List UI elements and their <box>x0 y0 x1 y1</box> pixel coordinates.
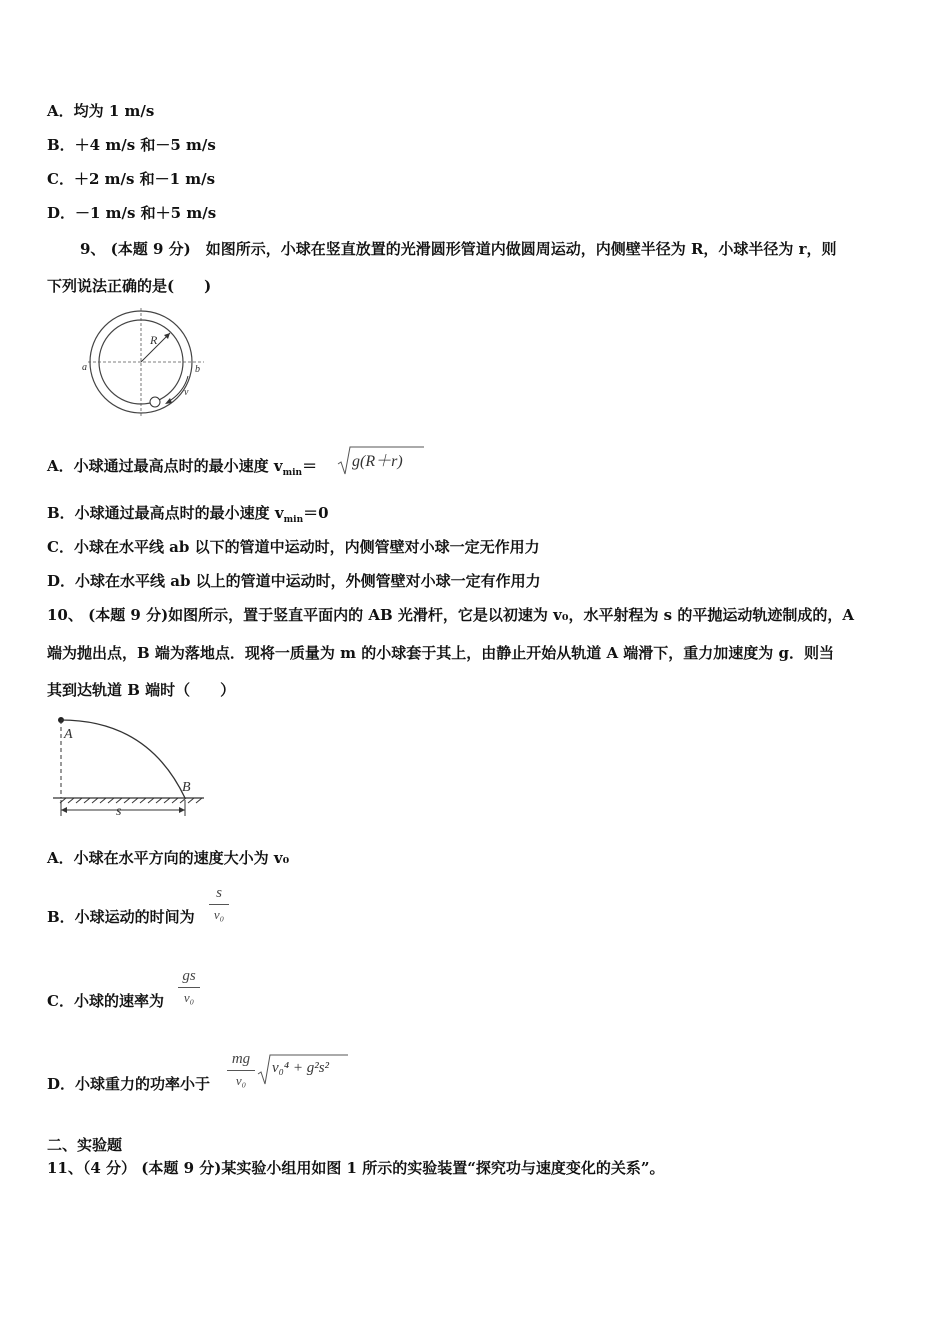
q10-trajectory-figure <box>48 712 208 820</box>
q9-option-b <box>47 503 329 530</box>
q9-option-a <box>47 456 317 483</box>
q9-ring-figure <box>80 306 210 418</box>
q9-option-b-sub: min <box>283 515 304 525</box>
q10-option-d-fraction <box>227 1050 255 1089</box>
q10-option-d: D．小球重力的功率小于 <box>47 1075 211 1093</box>
q8-option-d: D．－1 m/s 和＋5 m/s <box>47 204 217 222</box>
label-a: a <box>82 362 87 373</box>
velocity-arrowhead <box>165 398 172 404</box>
q9-option-a-sqrt-body: g(R＋r) <box>352 453 403 470</box>
q10-option-b: B．小球运动的时间为 <box>47 908 195 926</box>
label-s: s <box>116 804 122 819</box>
fraction-bar <box>227 1070 255 1071</box>
ground-hatch <box>60 798 202 803</box>
small-ball <box>150 397 160 407</box>
q9-option-a-eq: ＝ <box>302 457 318 475</box>
q9-option-a-sub: min <box>282 468 303 478</box>
q9-option-a-text: A．小球通过最高点时的最小速度 v <box>47 457 283 475</box>
q10-option-c-numerator: gs <box>182 968 196 984</box>
q10-option-c: C．小球的速率为 <box>47 992 164 1010</box>
q10-option-d-denominator: v₀ <box>235 1073 247 1088</box>
label-R: R <box>150 333 158 347</box>
q10-option-c-fraction <box>178 967 200 1006</box>
q10-stem-line3: 其到达轨道 B 端时（ ） <box>47 681 236 699</box>
trajectory-curve <box>61 720 185 798</box>
q9-stem-line1: 9、 (本题 9 分) 如图所示，小球在竖直放置的光滑圆形管道内做圆周运动，内侧壁半径为 R，小球半径为 r，则 <box>80 240 837 258</box>
label-B: B <box>182 780 191 795</box>
fraction-bar <box>209 904 229 905</box>
q9-option-c: C．小球在水平线 ab 以下的管道中运动时，内侧管壁对小球一定无作用力 <box>47 538 540 556</box>
q9-stem-line2: 下列说法正确的是( ) <box>47 277 212 295</box>
q10-option-d-numerator: mg <box>231 1051 251 1067</box>
label-v: v <box>184 387 189 398</box>
q9-option-b-text: B．小球通过最高点时的最小速度 v <box>47 504 284 522</box>
q11-stem: 11、（4 分） (本题 9 分)某实验小组用如图 1 所示的实验装置“探究功与速度变化的关系”。 <box>47 1159 665 1177</box>
q10-option-b-fraction <box>209 884 229 923</box>
q10-option-a: A．小球在水平方向的速度大小为 v₀ <box>47 849 290 867</box>
q9-option-b-tail: ＝0 <box>303 504 329 522</box>
q8-option-b: B．＋4 m/s 和－5 m/s <box>47 136 216 154</box>
q9-option-d: D．小球在水平线 ab 以上的管道中运动时，外侧管壁对小球一定有作用力 <box>47 572 541 590</box>
section-heading: 二、实验题 <box>47 1136 123 1154</box>
q10-option-b-denominator: v₀ <box>213 907 225 922</box>
label-A: A <box>64 727 73 742</box>
q10-option-b-numerator: s <box>216 885 222 901</box>
q10-stem-line2: 端为抛出点，B 端为落地点．现将一质量为 m 的小球套于其上，由静止开始从轨道 A 端滑下，重力加速度为 g．则当 <box>47 644 835 662</box>
q8-option-c: C．＋2 m/s 和－1 m/s <box>47 170 216 188</box>
q10-option-c-denominator: v₀ <box>183 990 195 1005</box>
q10-option-d-sqrt-body: v₀⁴ + g²s² <box>272 1060 330 1076</box>
label-b: b <box>195 364 200 375</box>
q10-stem-line1: 10、 (本题 9 分)如图所示，置于竖直平面内的 AB 光滑杆，它是以初速为 v₀，水平射程为 s 的平抛运动轨迹制成的，A <box>47 606 854 624</box>
s-arrow-right <box>179 807 185 813</box>
q8-option-a: A．均为 1 m/s <box>47 102 155 120</box>
fraction-bar <box>178 987 200 988</box>
s-arrow-left <box>61 807 67 813</box>
